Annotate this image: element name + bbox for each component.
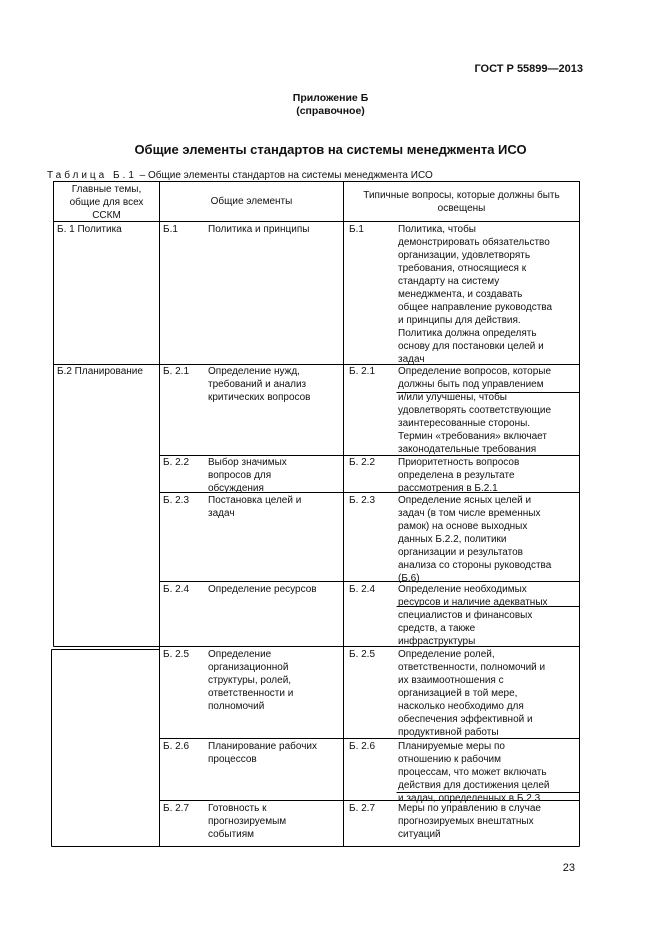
question-code: Б. 2.1 — [349, 366, 376, 377]
table-caption-text: – Общие элементы стандартов на системы менеджмента ИСО — [139, 170, 433, 181]
page-number: 23 — [562, 862, 575, 874]
question-text: Политика, чтобы демонстрировать обязательство организации, удовлетворять требования, относящиеся к стандарту на систему менеджмента, и создавать общее направление руководства и принципы для действия. Политика должна определять основу для постановки целей и задач — [398, 224, 553, 365]
element-name: Готовность к прогнозируемым событиям — [208, 803, 287, 840]
question-text: Определение ясных целей и задач (в том числе временных рамок) на основе выходных данных Б.2.2, политики организации и результатов анализа со стороны руководства (Б.6) — [398, 495, 552, 584]
header-cell-questions: Типичные вопросы, которые должны быть освещены — [363, 190, 560, 214]
element-code: Б. 2.3 — [163, 495, 190, 506]
element-code: Б. 2.4 — [163, 584, 190, 595]
element-name: Постановка целей и задач — [208, 495, 302, 519]
appendix-title: Приложение Б — [292, 92, 369, 104]
question-text: Приоритетность вопросов определена в результате рассмотрения в Б.2.1 — [398, 457, 520, 494]
element-name: Определение нужд, требований и анализ критических вопросов — [208, 366, 311, 403]
question-code: Б. 2.4 — [349, 584, 376, 595]
question-text: Меры по управлению в случае прогнозируемых внештатных ситуаций — [398, 803, 541, 840]
element-code: Б. 2.6 — [163, 741, 190, 752]
question-code: Б. 2.3 — [349, 495, 376, 506]
element-code: Б. 2.5 — [163, 649, 190, 660]
question-code: Б. 2.2 — [349, 457, 376, 468]
question-text: Определение необходимых ресурсов и наличие адекватных специалистов и финансовых средств, а также инфраструктуры — [398, 584, 548, 647]
document-title: Общие элементы стандартов на системы менеджмента ИСО — [134, 142, 527, 157]
element-code: Б. 2.7 — [163, 803, 190, 814]
element-code: Б. 2.1 — [163, 366, 190, 377]
topic-cell: Б.2 Планирование — [57, 366, 143, 377]
question-text: Определение вопросов, которые должны быть под управлением и/или улучшены, чтобы удовлетворять соответствующие заинтересованные стороны. Термин «требования» включает законодательные требования — [398, 366, 552, 455]
appendix-subtitle: (справочное) — [296, 105, 365, 117]
question-code: Б.1 — [349, 224, 364, 235]
element-name: Политика и принципы — [208, 224, 310, 235]
element-code: Б.1 — [163, 224, 178, 235]
topic-cell: Б. 1 Политика — [57, 224, 122, 235]
question-text: Планируемые меры по отношению к рабочим процессам, что может включать действия для достижения целей и задач, определенных в Б.2.3 — [398, 741, 550, 804]
question-text: Определение ролей, ответственности, полномочий и их взаимоотношения с организацией в той мере, насколько необходимо для обеспечения эффективной и продуктивной работы — [398, 649, 546, 738]
standard-number: ГОСТ Р 55899—2013 — [474, 63, 583, 75]
element-code: Б. 2.2 — [163, 457, 190, 468]
element-name: Определение организационной структуры, ролей, ответственности и полномочий — [208, 649, 294, 712]
element-name: Выбор значимых вопросов для обсуждения — [208, 457, 287, 494]
table-caption-label: Таблица Б.1 — [47, 170, 137, 181]
element-name: Определение ресурсов — [208, 584, 317, 595]
question-code: Б. 2.7 — [349, 803, 376, 814]
header-cell-elements: Общие элементы — [210, 196, 293, 207]
question-code: Б. 2.6 — [349, 741, 376, 752]
element-name: Планирование рабочих процессов — [208, 741, 318, 765]
question-code: Б. 2.5 — [349, 649, 376, 660]
header-cell-topics: Главные темы, общие для всех ССКМ — [69, 184, 144, 221]
